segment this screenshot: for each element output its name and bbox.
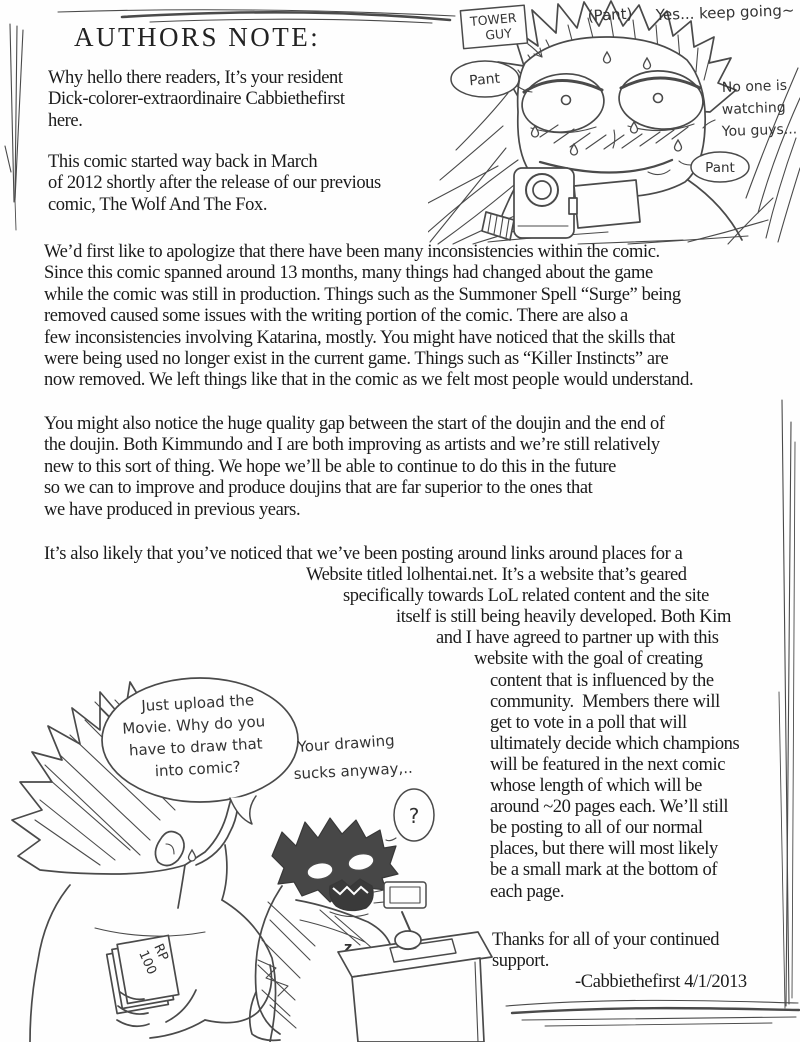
handwritten-line: watching <box>721 99 786 118</box>
card-rp-text: RP <box>150 941 171 964</box>
right-artist-figure <box>250 818 492 1042</box>
text-line: support. <box>492 951 549 972</box>
text-line: ultimately decide which champions <box>490 733 740 754</box>
rp-cards <box>105 935 180 1013</box>
text-line: the doujin. Both Kimmundo and I are both improving as artists and we’re still relatively <box>44 435 660 456</box>
tower-guy-label <box>460 5 527 48</box>
text-line: and I have agreed to partner up with this <box>436 628 719 649</box>
text-line: website with the goal of creating <box>474 649 703 670</box>
border-top <box>58 10 455 23</box>
paragraph-comic-start <box>48 152 381 216</box>
author-signature: -Cabbiethefirst 4/1/2013 <box>575 972 747 992</box>
sketch-tower-guy <box>428 0 800 246</box>
paragraph-thanks <box>492 930 719 973</box>
handwritten-line: sucks anyway,.. <box>293 758 414 783</box>
text-line: around ~20 pages each. We’ll still <box>490 797 729 818</box>
text-line: here. <box>48 110 83 131</box>
text-line: comic, The Wolf And The Fox. <box>48 194 268 215</box>
text-line: be posting to all of our normal <box>490 818 703 839</box>
border-bottom <box>506 1000 799 1026</box>
label-text: TOWER <box>469 9 518 29</box>
text-line: so we can to improve and produce doujins that are far superior to the ones that <box>44 478 593 499</box>
bubble-line: have to draw that <box>128 734 264 760</box>
text-line: while the comic was still in production. Things such as the Summoner Spell “Surge” being <box>44 284 681 305</box>
text-line: We’d first like to apologize that there have been many inconsistencies within the comic. <box>44 242 660 262</box>
sleep-z-text: z <box>344 940 353 956</box>
text-line: will be featured in the next comic <box>490 754 726 775</box>
text-line: Why hello there readers, It’s your resident <box>48 68 343 88</box>
handwritten-line: Your drawing <box>297 731 396 756</box>
pant-right-text: Pant <box>705 160 735 176</box>
text-line: Thanks for all of your continued <box>492 930 720 950</box>
question-bubble <box>386 789 434 841</box>
text-line: specifically towards LoL related content and the site <box>343 586 709 607</box>
text-line: itself is still being heavily developed. Both Kim <box>396 607 731 628</box>
text-line: each page. <box>490 881 565 902</box>
text-line: Since this comic spanned around 13 months, many things had changed about the game <box>44 263 653 284</box>
text-line: few inconsistencies involving Katarina, mostly. You might have noticed that the skills that <box>44 327 675 348</box>
sucks-anyway-text <box>293 731 413 783</box>
bubble-line: Just upload the <box>140 691 255 715</box>
text-line: be a small mark at the bottom of <box>490 860 718 881</box>
text-line: Dick-colorer-extraordinaire Cabbiethefirst <box>48 89 345 110</box>
handwritten-line: You guys... <box>721 121 798 140</box>
text-line: community. Members there will <box>490 691 720 712</box>
bubble-line: into comic? <box>154 757 242 781</box>
text-line: content that is influenced by the <box>490 670 714 691</box>
question-mark-text: ? <box>408 804 420 828</box>
text-line: removed caused some issues with the writing portion of the comic. There are also a <box>44 306 628 327</box>
text-line: Website titled lolhentai.net. It’s a website that’s geared <box>306 565 687 586</box>
text-line: This comic started way back in March <box>48 152 318 172</box>
text-line: places, but there will most likely <box>490 839 718 860</box>
text-line: of 2012 shortly after the release of our previous <box>48 173 381 194</box>
text-line: whose length of which will be <box>490 776 702 797</box>
border-left <box>5 24 23 230</box>
handwritten-line: No one is <box>721 77 788 96</box>
paragraph-intro <box>48 68 345 132</box>
bubble-line: Movie. Why do you <box>121 712 266 738</box>
paragraph-apology <box>44 242 693 392</box>
text-line: You might also notice the huge quality gap between the start of the doujin and the end of <box>44 414 665 434</box>
card-100-text: 100 <box>135 948 160 978</box>
text-line: were being used no longer exist in the current game. Things such as “Killer Instincts” are <box>44 349 669 370</box>
label-text: GUY <box>484 25 513 43</box>
paragraph-quality-gap <box>44 414 665 521</box>
sketch-artists <box>0 660 500 1042</box>
keep-going-text: Yes... keep going~ <box>655 1 795 24</box>
text-line: It’s also likely that you’ve noticed that we’ve been posting around links around places for a <box>44 544 683 564</box>
text-line: new to this sort of thing. We hope we’ll be able to continue to do this in the future <box>44 456 616 477</box>
pant-left-text: Pant <box>468 70 501 90</box>
pant-top-text: (Pant) <box>587 4 633 25</box>
text-line: now removed. We left things like that in the comic as we felt most people would understand. <box>44 370 694 391</box>
text-line: get to vote in a poll that will <box>490 712 687 733</box>
text-line: we have produced in previous years. <box>44 499 301 520</box>
page-title: AUTHORS NOTE: <box>74 22 321 52</box>
stylus-hand <box>395 912 421 950</box>
